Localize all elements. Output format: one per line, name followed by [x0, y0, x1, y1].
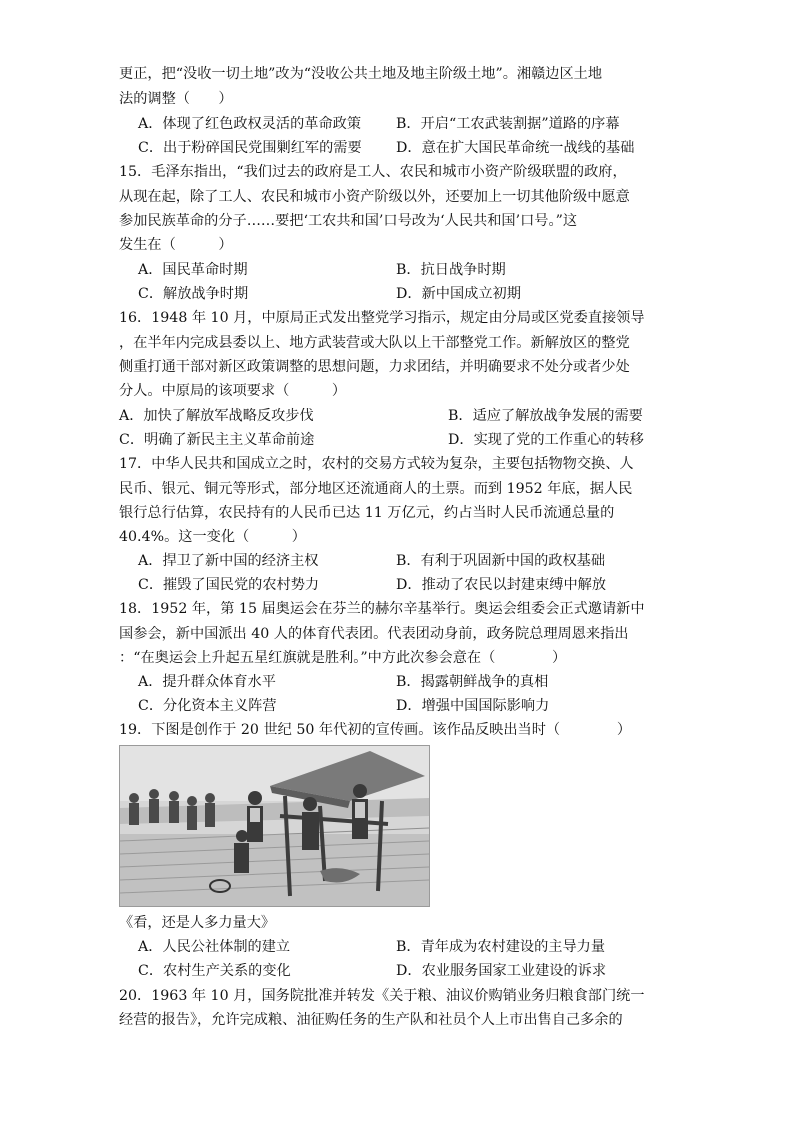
q16-option-c: C．明确了新民主主义革命前途: [119, 432, 315, 448]
q16-option-d: D．实现了党的工作重心的转移: [448, 432, 644, 448]
q15-stem-line: 参加民族革命的分子……要把‘工农共和国’口号改为‘人民共和国’口号。”这: [119, 213, 578, 229]
q16-stem-line: ，在半年内完成县委以上、地方武装营或大队以上干部整党工作。新解放区的整党: [119, 335, 630, 351]
q18-option-c: C．分化资本主义阵营: [138, 698, 277, 714]
q15-stem-line: 15．毛泽东指出，“我们过去的政府是工人、农民和城市小资产阶级联盟的政府，: [119, 164, 627, 180]
q18-option-a: A．提升群众体育水平: [138, 674, 276, 690]
q17-stem-line: 民币、银元、铜元等形式，部分地区还流通商人的土票。而到 1952 年底，据人民: [119, 481, 633, 497]
q14-stem-line: 法的调整（ ）: [119, 91, 233, 107]
q19-option-d: D．农业服务国家工业建设的诉求: [396, 963, 607, 979]
q18-option-b: B．揭露朝鲜战争的真相: [396, 674, 549, 690]
q16-option-b: B．适应了解放战争发展的需要: [448, 408, 643, 424]
q16-stem-line: 侧重打通干部对新区政策调整的思想问题，力求团结，并明确要求不处分或者少处: [119, 359, 630, 375]
q17-stem-line: 17．中华人民共和国成立之时，农村的交易方式较为复杂，主要包括物物交换、人: [119, 456, 634, 472]
q16-option-a: A．加快了解放军战略反攻步伐: [119, 408, 314, 424]
q15-option-b: B．抗日战争时期: [396, 262, 506, 278]
q17-option-a: A．捍卫了新中国的经济主权: [138, 553, 319, 569]
q15-stem-line: 从现在起，除了工人、农民和城市小资产阶级以外，还要加上一切其他阶级中愿意: [119, 189, 630, 205]
q17-option-d: D．推动了农民以封建束缚中解放: [396, 577, 607, 593]
q18-stem-line: 18．1952 年，第 15 届奥运会在芬兰的赫尔辛基举行。奥运会组委会正式邀请新中: [119, 601, 645, 617]
q14-option-c: C．出于粉碎国民党围剿红军的需要: [138, 140, 362, 156]
q19-image-caption: 《看，还是人多力量大》: [119, 915, 276, 931]
q19-stem-line: 19．下图是创作于 20 世纪 50 年代初的宣传画。该作品反映出当时（ ）: [119, 722, 632, 738]
q18-stem-line: ：“在奥运会上升起五星红旗就是胜利。”中方此次参会意在（ ）: [119, 650, 567, 666]
q18-stem-line: 国参会，新中国派出 40 人的体育代表团。代表团动身前，政务院总理周恩来指出: [119, 626, 629, 642]
q20-stem-line: 经营的报告》，允许完成粮、油征购任务的生产队和社员个人上市出售自己多余的: [119, 1012, 623, 1028]
q15-option-a: A．国民革命时期: [138, 262, 248, 278]
q17-stem-line: 40.4%。这一变化（ ）: [119, 529, 306, 545]
q16-stem-line: 16．1948 年 10 月，中原局正式发出整党学习指示，规定由分局或区党委直接领导: [119, 310, 645, 326]
propaganda-painting-image: [119, 745, 430, 907]
q15-option-d: D．新中国成立初期: [396, 286, 521, 302]
q14-option-b: B．开启“工农武装割据”道路的序幕: [396, 116, 620, 132]
q19-option-a: A．人民公社体制的建立: [138, 939, 291, 955]
q17-option-c: C．摧毁了国民党的农村势力: [138, 577, 320, 593]
q15-stem-line: 发生在（ ）: [119, 237, 233, 253]
q19-option-b: B．青年成为农村建设的主导力量: [396, 939, 606, 955]
q19-option-c: C．农村生产关系的变化: [138, 963, 291, 979]
q14-stem-line: 更正，把“没收一切土地”改为“没收公共土地及地主阶级土地”。湘赣边区土地: [119, 66, 603, 82]
q17-option-b: B．有利于巩固新中国的政权基础: [396, 553, 606, 569]
q20-stem-line: 20．1963 年 10 月，国务院批准并转发《关于粮、油议价购销业务归粮食部门统一: [119, 988, 645, 1004]
q16-stem-line: 分人。中原局的该项要求（ ）: [119, 383, 347, 399]
q15-option-c: C．解放战争时期: [138, 286, 249, 302]
q14-option-a: A．体现了红色政权灵活的革命政策: [138, 116, 362, 132]
q14-option-d: D．意在扩大国民革命统一战线的基础: [396, 140, 635, 156]
q18-option-d: D．增强中国国际影响力: [396, 698, 550, 714]
q17-stem-line: 银行总行估算，农民持有的人民币已达 11 万亿元，约占当时人民币流通总量的: [119, 505, 615, 521]
